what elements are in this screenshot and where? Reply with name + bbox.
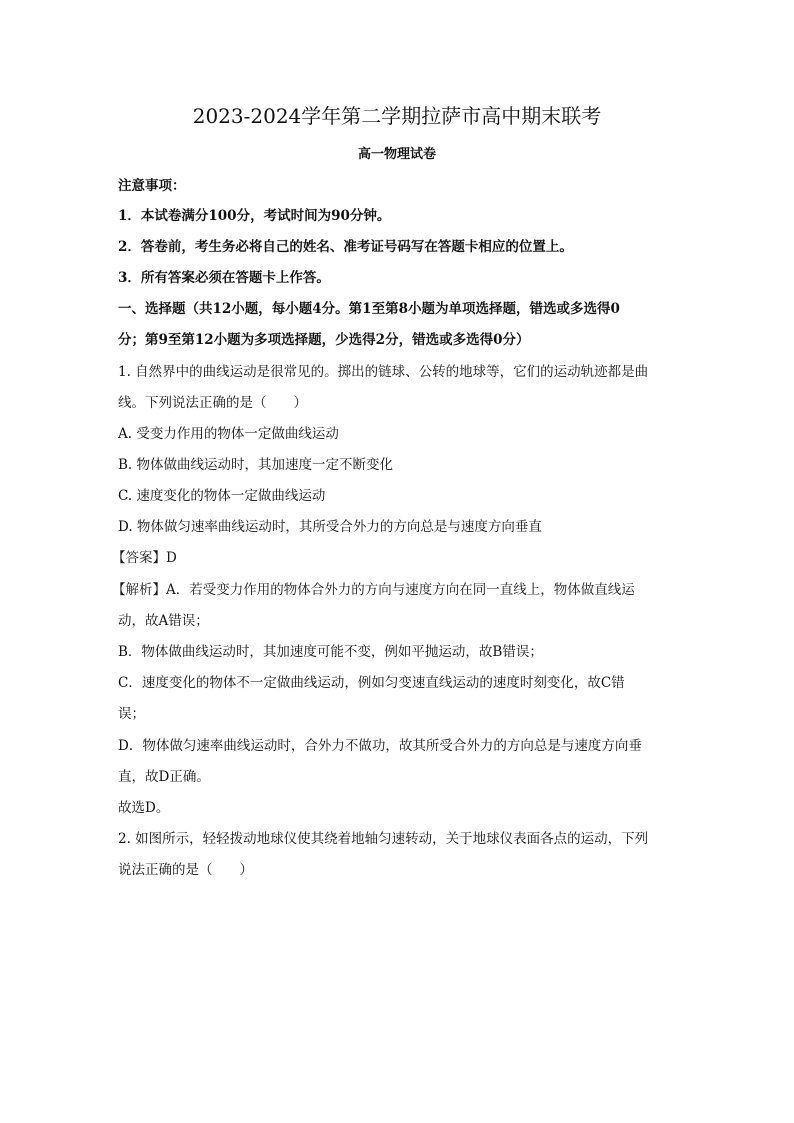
analysis-line: D．物体做匀速率曲线运动时，合外力不做功，故其所受合外力的方向总是与速度方向垂	[118, 738, 642, 754]
option-d: D. 物体做匀速率曲线运动时，其所受合外力的方向总是与速度方向垂直	[118, 519, 542, 535]
option-c: C. 速度变化的物体一定做曲线运动	[118, 488, 326, 504]
option-a: A. 受变力作用的物体一定做曲线运动	[118, 426, 339, 442]
question-stem: 线。下列说法正确的是（ ）	[118, 395, 307, 411]
section-heading: 一、选择题（共12小题，每小题4分。第1至第8小题为单项选择题，错选或多选得0	[118, 301, 620, 317]
notice-item: 3．所有答案必须在答题卡上作答。	[118, 270, 330, 286]
option-b: B. 物体做曲线运动时，其加速度一定不断变化	[118, 457, 394, 473]
analysis-line: 误；	[118, 706, 145, 722]
analysis-line: B．物体做曲线运动时，其加速度可能不变，例如平抛运动，故B错误；	[118, 644, 543, 660]
answer: 【答案】D	[112, 550, 177, 566]
section-heading: 分；第9至第12小题为多项选择题，少选得2分，错选或多选得0分）	[118, 332, 530, 348]
analysis-line: 直，故D正确。	[118, 769, 210, 785]
page-subtitle: 高一物理试卷	[357, 147, 436, 162]
analysis-line: 动，故A错误；	[118, 613, 209, 629]
notice-item: 1．本试卷满分100分，考试时间为90分钟。	[118, 208, 391, 224]
question-stem: 1. 自然界中的曲线运动是很常见的。掷出的链球、公转的地球等，它们的运动轨迹都是曲	[118, 364, 649, 380]
question-stem: 说法正确的是（ ）	[118, 862, 253, 878]
analysis-line: 故选D。	[118, 800, 170, 816]
notice-item: 2．答卷前，考生务必将自己的姓名、准考证号码写在答题卡相应的位置上。	[118, 239, 573, 255]
analysis-line: 【解析】A．若受变力作用的物体合外力的方向与速度方向在同一直线上，物体做直线运	[112, 582, 635, 598]
question-stem: 2. 如图所示，轻轻拨动地球仪使其绕着地轴匀速转动，关于地球仪表面各点的运动，下列	[118, 831, 649, 847]
page-title: 2023-2024学年第二学期拉萨市高中期末联考	[192, 104, 602, 128]
analysis-line: C．速度变化的物体不一定做曲线运动，例如匀变速直线运动的速度时刻变化，故C错	[118, 675, 625, 691]
notice-heading: 注意事项：	[118, 178, 186, 194]
